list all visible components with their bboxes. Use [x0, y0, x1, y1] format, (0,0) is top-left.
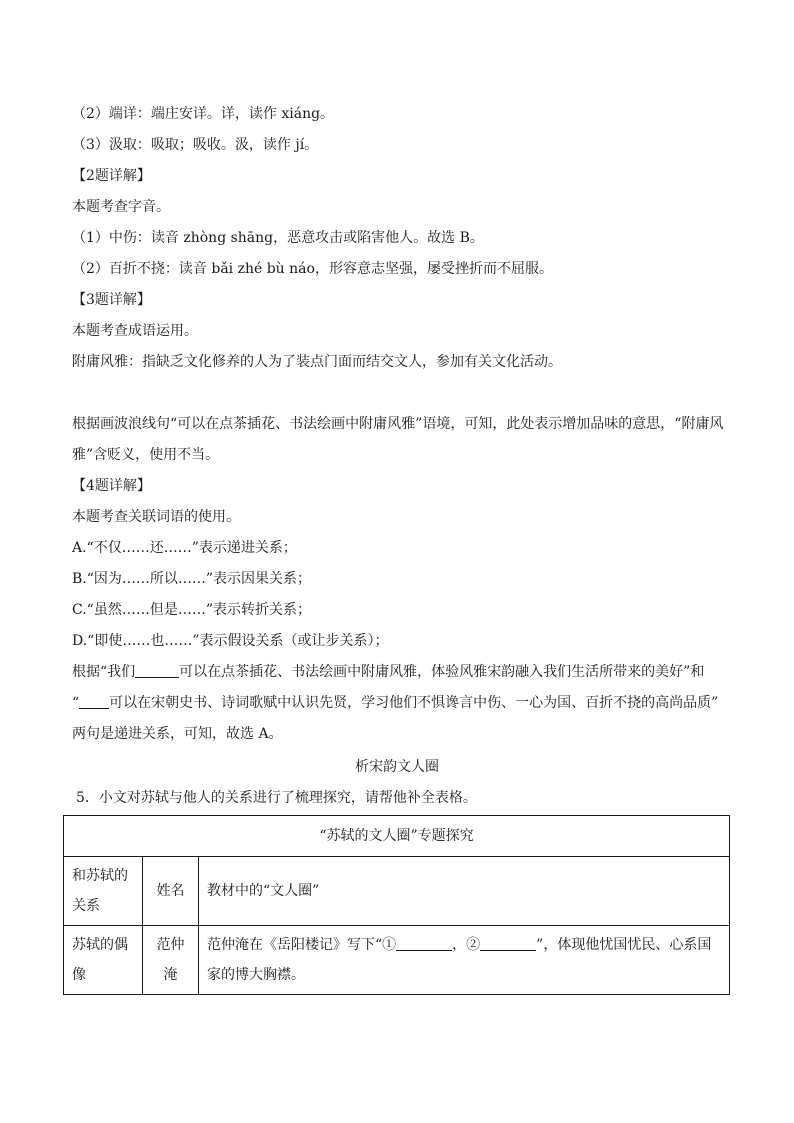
- question-5-prompt: 5．小文对苏轼与他人的关系进行了梳理探究，请帮他补全表格。: [76, 790, 477, 806]
- q2-item-2: （2）百折不挠：读音 bǎi zhé bù náo，形容意志坚强，屡受挫折而不屈服。: [72, 261, 553, 277]
- table-title: “苏轼的文人圈”专题探究: [64, 816, 730, 857]
- q3-analysis-paragraph: 根据画波浪线句“可以在点茶插花、书法绘画中附庸风雅”语境，可知，此处表示增加品味的意思，“附庸风雅”含贬义，使用不当。: [72, 416, 724, 463]
- heading-q2-explanation: 【2题详解】: [72, 168, 151, 184]
- q3-definition: 附庸风雅：指缺乏文化修养的人为了装点门面而结交文人，参加有关文化活动。: [72, 354, 562, 370]
- q4-option-c: C.“虽然……但是……”表示转折关系；: [72, 602, 311, 618]
- table-header-row: [64, 857, 730, 926]
- q4-analysis-text: “: [72, 695, 80, 711]
- q4-topic: 本题考查关联词语的使用。: [72, 509, 240, 525]
- q4-option-b: B.“因为……所以……”表示因果关系；: [72, 571, 312, 587]
- heading-q3-explanation: 【3题详解】: [72, 292, 151, 308]
- row-name: 范仲淹: [143, 926, 199, 995]
- table-row: [64, 926, 730, 995]
- answer-line-2-duanxiang: （2）端详：端庄安详。详，读作 xiáng。: [72, 106, 335, 122]
- q2-topic: 本题考查字音。: [72, 199, 170, 215]
- su-shi-circle-table: [63, 815, 730, 995]
- section-title: 析宋韵文人圈: [355, 759, 439, 775]
- answer-blank-2[interactable]: [480, 936, 536, 951]
- q4-analysis-text: 可以在宋朝史书、诗词歌赋中认识先贤，学习他们不惧谗言中伤、一心为国、百折不挠的高尚品质”: [109, 695, 719, 711]
- q4-option-d: D.“即使……也……”表示假设关系（或让步关系）；: [72, 633, 389, 649]
- row-text: ”，体现他忧国忧民、心系国家的博大胸襟。: [207, 937, 712, 983]
- row-relation: 苏轼的偶像: [64, 926, 143, 995]
- answer-blank-1[interactable]: [396, 936, 452, 951]
- q4-analysis-text: 可以在点茶插花、书法绘画中附庸风雅，体验风雅宋韵融入我们生活所带来的美好”和: [179, 664, 705, 680]
- answer-line-3-jiqu: （3）汲取：吸取；吸收。汲，读作 jí。: [72, 137, 319, 153]
- header-circle: 教材中的“文人圈”: [199, 857, 730, 926]
- row-description: [199, 926, 730, 995]
- heading-q4-explanation: 【4题详解】: [72, 478, 151, 494]
- q4-analysis-line-1: [72, 662, 704, 682]
- fill-blank: [135, 663, 179, 678]
- q3-topic: 本题考查成语运用。: [72, 323, 198, 339]
- fill-blank: [79, 694, 109, 709]
- q4-conclusion: 两句是递进关系，可知，故选 A。: [72, 726, 283, 742]
- q4-option-a: A.“不仅……还……”表示递进关系；: [72, 540, 297, 556]
- q4-analysis-text: 根据“我们: [72, 664, 136, 680]
- row-text: ，②: [452, 937, 481, 953]
- row-text: 范仲淹在《岳阳楼记》写下“①: [207, 937, 397, 953]
- header-relation: 和苏轼的关系: [64, 857, 143, 926]
- q2-item-1: （1）中伤：读音 zhòng shāng，恶意攻击或陷害他人。故选 B。: [72, 230, 484, 246]
- q4-analysis-line-2: [72, 693, 718, 713]
- header-name: 姓名: [143, 857, 199, 926]
